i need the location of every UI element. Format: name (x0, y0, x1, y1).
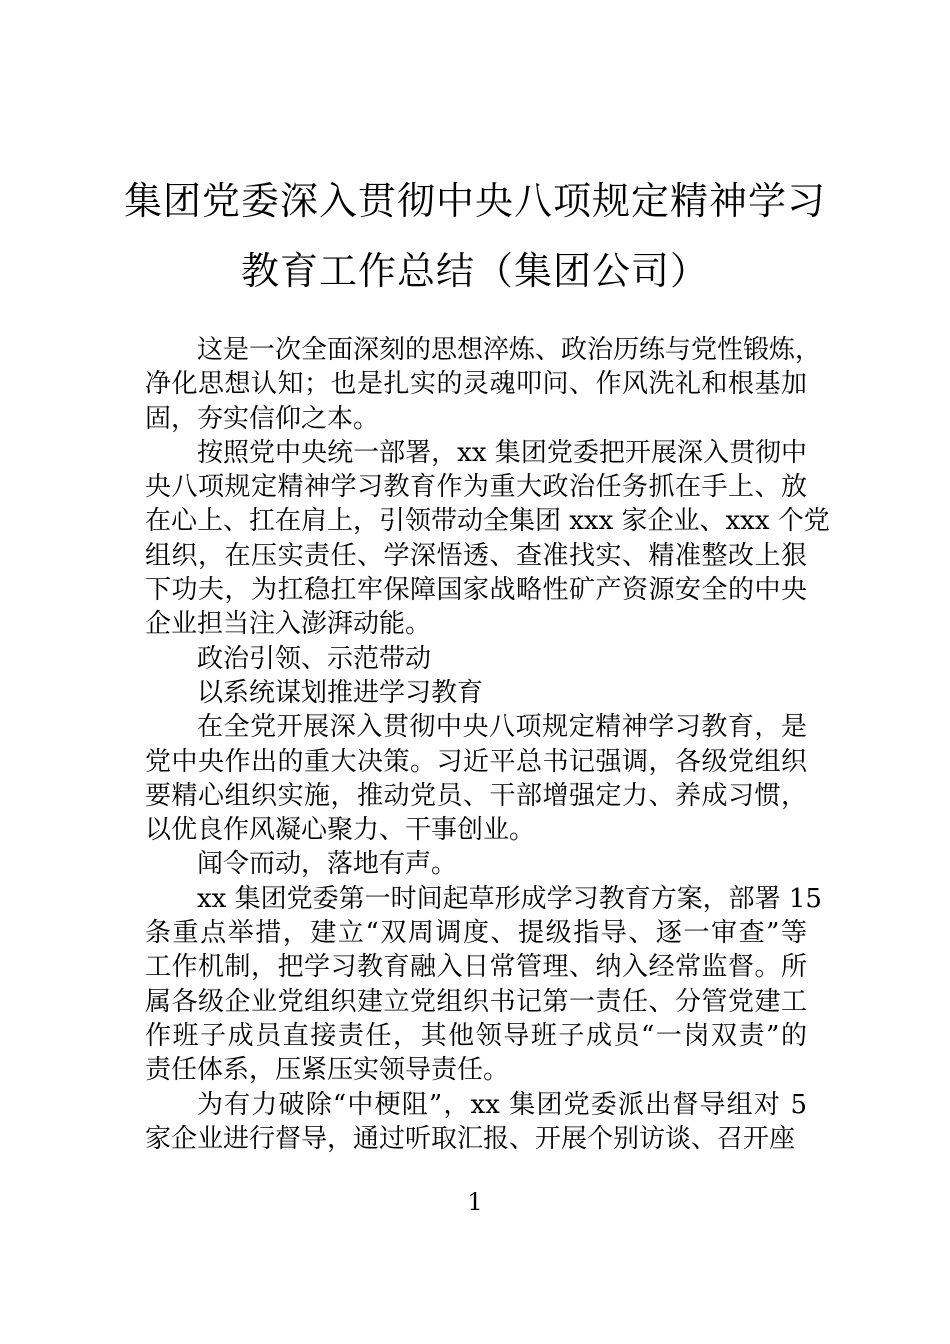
text-line: 闻令而动，落地有声。 (197, 849, 458, 880)
paragraph (145, 882, 822, 1088)
text-line: 组织，在压实责任、学深悟透、查准找实、精准整改上狠 (145, 540, 807, 571)
document-body (145, 333, 830, 1156)
text-line: 按照党中央统一部署，xx 集团党委把开展深入贯彻中 (197, 437, 807, 468)
document-title-line-1: 集团党委深入贯彻中央八项规定精神学习 (123, 179, 826, 223)
text-line: 企业担当注入澎湃动能。 (145, 609, 432, 640)
text-line: 在全党开展深入贯彻中央八项规定精神学习教育，是 (197, 712, 807, 743)
document-title-line-2: 教育工作总结（集团公司） (240, 249, 709, 293)
paragraph (145, 642, 807, 676)
paragraph (145, 710, 807, 847)
text-line: 要精心组织实施，推动党员、干部增强定力、养成习惯， (145, 780, 807, 811)
text-line: 在心上、扛在肩上，引领带动全集团 xxx 家企业、xxx 个党 (145, 506, 830, 537)
page-number: 1 (467, 1188, 483, 1216)
text-line: 党中央作出的重大决策。习近平总书记强调，各级党组织 (145, 746, 807, 777)
text-line: 政治引领、示范带动 (197, 643, 432, 674)
text-line: 以系统谋划推进学习教育 (197, 677, 484, 708)
text-line: 作班子成员直接责任，其他领导班子成员“一岗双责”的 (145, 1020, 807, 1051)
text-line: 条重点举措，建立“双周调度、提级指导、逐一审查”等 (145, 918, 807, 949)
text-line: 央八项规定精神学习教育作为重大政治任务抓在手上、放 (145, 472, 807, 503)
text-line: 责任体系，压紧压实领导责任。 (145, 1055, 510, 1086)
text-line: 这是一次全面深刻的思想淬炼、政治历练与党性锻炼， (197, 335, 822, 365)
text-line: xx 集团党委第一时间起草形成学习教育方案，部署 15 (197, 883, 822, 914)
text-line: 以优良作风凝心聚力、干事创业。 (145, 815, 536, 846)
text-line: 固，夯实信仰之本。 (145, 403, 380, 434)
paragraph (145, 676, 807, 710)
text-line: 净化思想认知；也是扎实的灵魂叩问、作风洗礼和根基加 (145, 369, 807, 400)
text-line: 下功夫，为扛稳扛牢保障国家战略性矿产资源安全的中央 (145, 575, 807, 606)
paragraph (145, 333, 822, 436)
paragraph (145, 1088, 807, 1157)
text-line: 为有力破除“中梗阻”，xx 集团党委派出督导组对 5 (197, 1089, 807, 1120)
text-line: 属各级企业党组织建立党组织书记第一责任、分管党建工 (145, 986, 807, 1017)
text-line: 家企业进行督导，通过听取汇报、开展个别访谈、召开座 (145, 1123, 796, 1154)
text-line: 工作机制，把学习教育融入日常管理、纳入经常监督。所 (145, 952, 807, 983)
paragraph (145, 436, 830, 642)
paragraph (145, 847, 807, 881)
